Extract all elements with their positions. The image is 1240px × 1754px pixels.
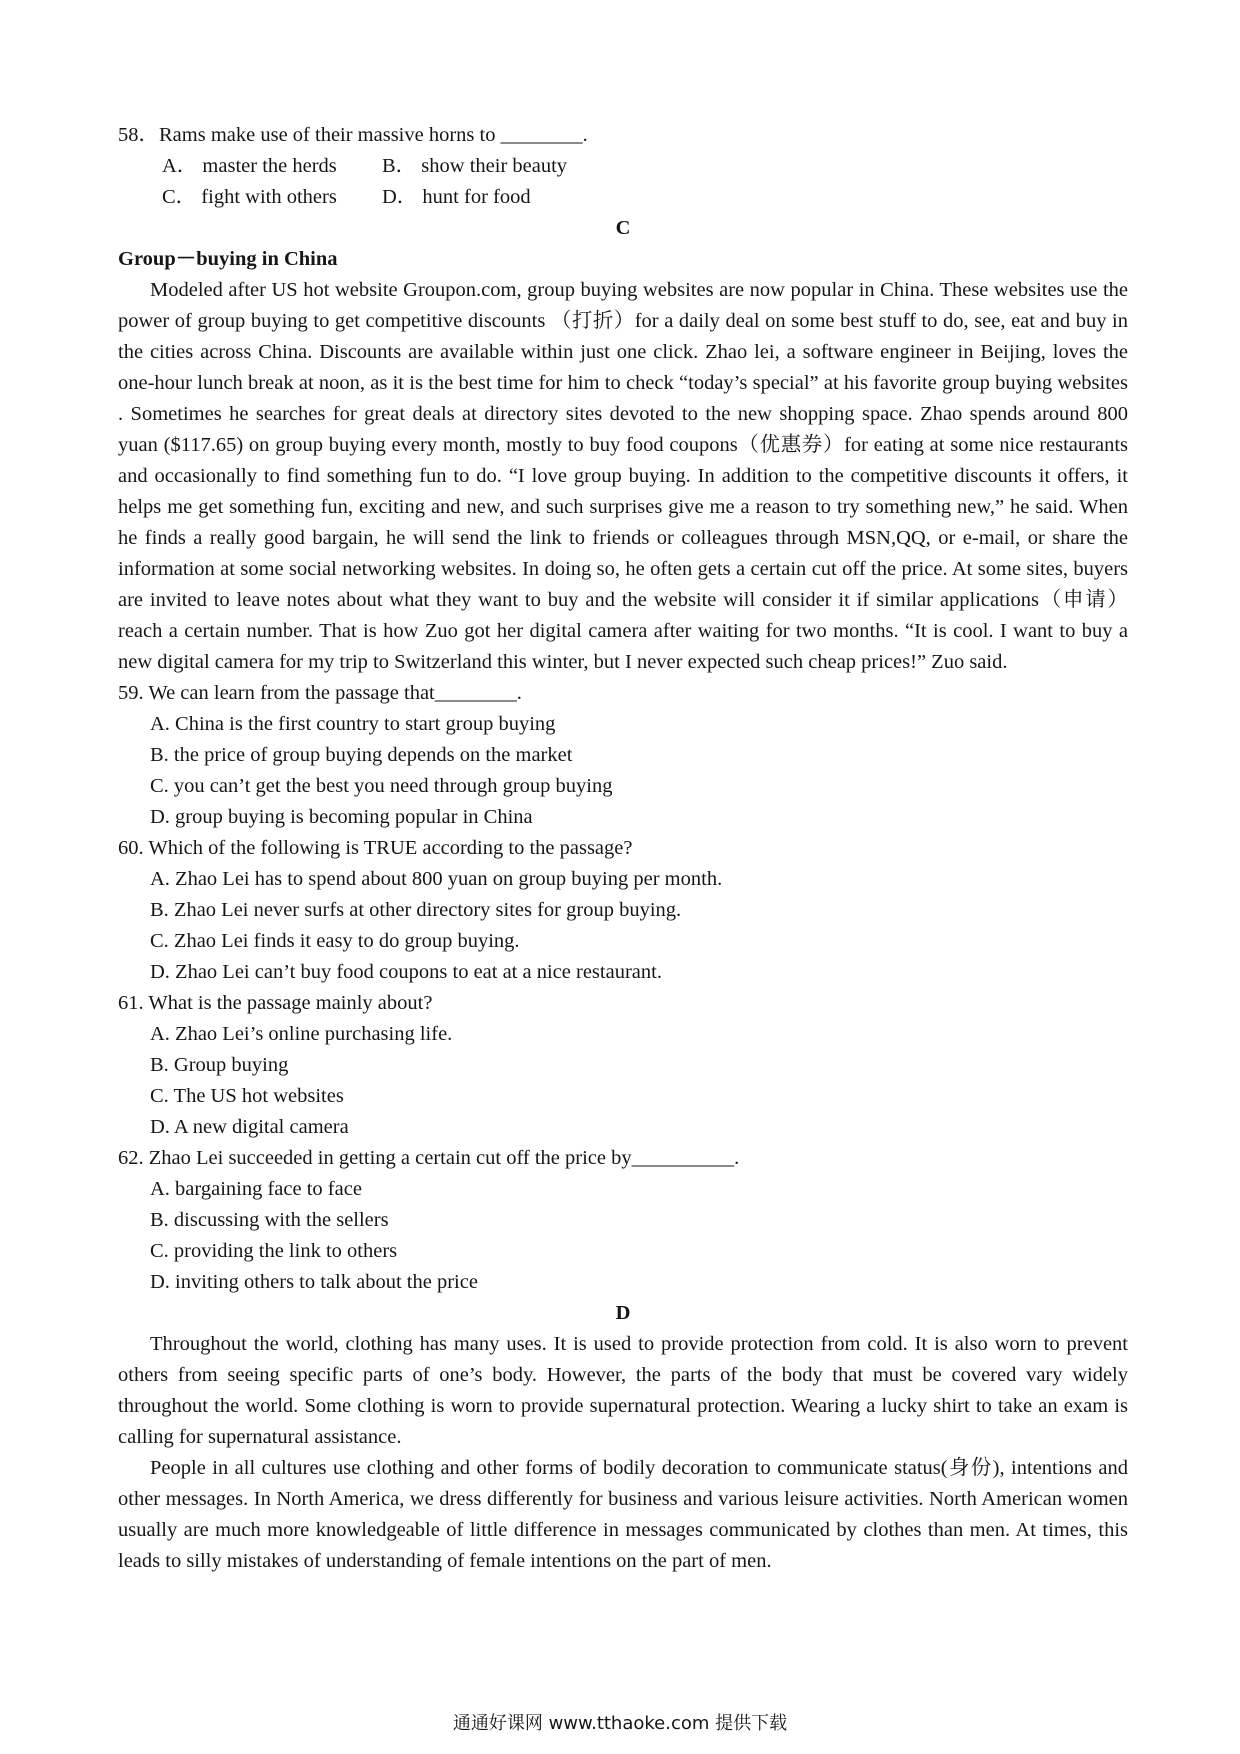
q58-stem: 58．Rams make use of their massive horns to ________. xyxy=(118,124,588,146)
q61-stem: 61. What is the passage mainly about? xyxy=(118,992,433,1014)
q58-option-b: B． show their beauty xyxy=(382,155,568,177)
q61-option-c: C. The US hot websites xyxy=(150,1085,344,1107)
section-c-title: Group－buying in China xyxy=(118,248,338,270)
q60-option-a: A. Zhao Lei has to spend about 800 yuan on group buying per month. xyxy=(150,868,723,890)
q62-stem: 62. Zhao Lei succeeded in getting a certain cut off the price by__________. xyxy=(118,1147,740,1169)
q60-option-c: C. Zhao Lei finds it easy to do group buying. xyxy=(150,930,520,952)
q59-option-b: B. the price of group buying depends on the market xyxy=(150,744,573,766)
q59-option-a: A. China is the first country to start group buying xyxy=(150,713,556,735)
q58-option-c: C． fight with others xyxy=(162,186,337,208)
q61-option-a: A. Zhao Lei’s online purchasing life. xyxy=(150,1023,453,1045)
q58-option-a: A． master the herds xyxy=(162,155,337,177)
q60-option-b: B. Zhao Lei never surfs at other directory sites for group buying. xyxy=(150,899,682,921)
section-d-paragraph-2: People in all cultures use clothing and other forms of bodily decoration to communicate status(身份), intentions and other messages. In North America, we dress differently for business and various leisure activities. North American women usually are much more knowledgeable of little difference in messages communicated by clothes than men. At times, this leads to silly mistakes of understanding of female intentions on the part of men. xyxy=(118,1457,1128,1572)
page-footer: 通通好课网 www.tthaoke.com 提供下载 xyxy=(452,1713,788,1734)
q60-stem: 60. Which of the following is TRUE according to the passage? xyxy=(118,837,633,859)
q61-option-b: B. Group buying xyxy=(150,1054,289,1076)
section-d-letter: D xyxy=(615,1302,631,1324)
q62-option-b: B. discussing with the sellers xyxy=(150,1209,389,1231)
q62-option-c: C. providing the link to others xyxy=(150,1240,398,1262)
q59-stem: 59. We can learn from the passage that________. xyxy=(118,682,522,704)
q59-option-c: C. you can’t get the best you need through group buying xyxy=(150,775,613,797)
q60-option-d: D. Zhao Lei can’t buy food coupons to eat at a nice restaurant. xyxy=(150,961,662,983)
q61-option-d: D. A new digital camera xyxy=(150,1116,349,1138)
q58-option-d: D． hunt for food xyxy=(382,186,531,208)
q62-option-d: D. inviting others to talk about the price xyxy=(150,1271,478,1293)
section-d-paragraph-1: Throughout the world, clothing has many uses. It is used to provide protection from cold. It is also worn to prevent others from seeing specific parts of one’s body. However, the parts of the body that must be covered vary widely throughout the world. Some clothing is worn to provide supernatural protection. Wearing a lucky shirt to take an exam is calling for supernatural assistance. xyxy=(118,1333,1128,1448)
q59-option-d: D. group buying is becoming popular in China xyxy=(150,806,533,828)
q58-options xyxy=(162,151,1128,213)
q62-option-a: A. bargaining face to face xyxy=(150,1178,362,1200)
section-c-paragraph: Modeled after US hot website Groupon.com, group buying websites are now popular in China. These websites use the power of group buying to get competitive discounts （打折）for a daily deal on some best stuff to do, see, eat and buy in the cities across China. Discounts are available within just one click. Zhao lei, a software engineer in Beijing, loves the one-hour lunch break at noon, as it is the best time for him to check “today’s special” at his favorite group buying websites . Sometimes he searches for great deals at directory sites devoted to the new shopping space. Zhao spends around 800 yuan ($117.65) on group buying every month, mostly to buy food coupons（优惠券）for eating at some nice restaurants and occasionally to find something fun to do. “I love group buying. In addition to the competitive discounts it offers, it helps me get something fun, exciting and new, and such surprises give me a reason to try something new,” he said. When he finds a really good bargain, he will send the link to friends or colleagues through MSN,QQ, or e-mail, or share the information at some social networking websites. In doing so, he often gets a certain cut off the price. At some sites, buyers are invited to leave notes about what they want to buy and the website will consider it if similar applications（申请）reach a certain number. That is how Zuo got her digital camera after waiting for two months. “It is cool. I want to buy a new digital camera for my trip to Switzerland this winter, but I never expected such cheap prices!” Zuo said. xyxy=(118,279,1128,673)
section-c-letter: C xyxy=(615,217,631,239)
